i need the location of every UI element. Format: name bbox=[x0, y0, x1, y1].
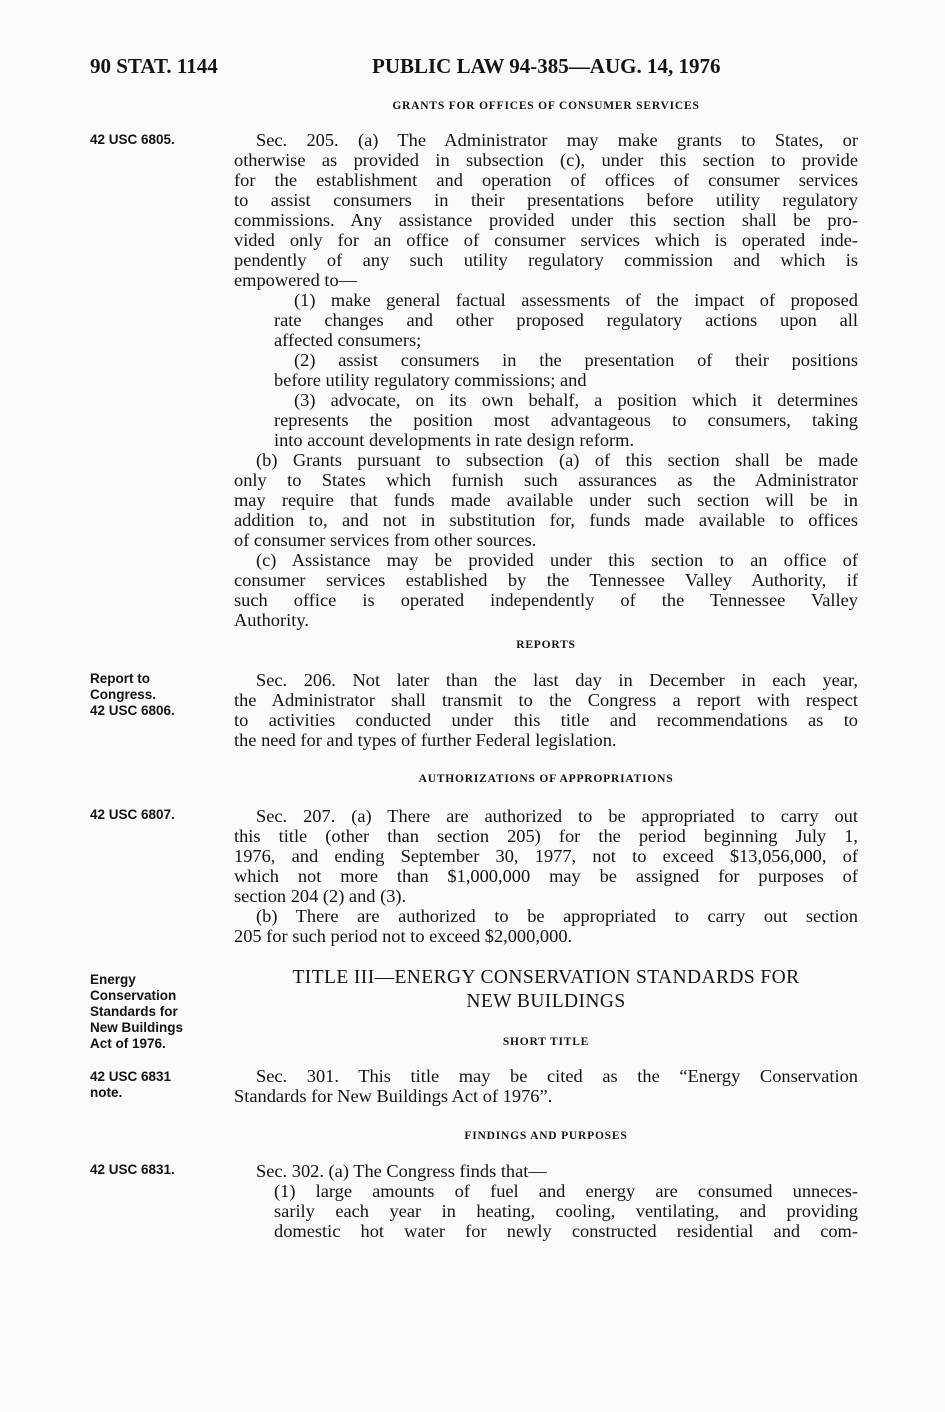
text-line: vided only for an office of consumer services which is operated inde- bbox=[234, 230, 858, 250]
text-line: Sec. 301. This title may be cited as the “Energy Conservation bbox=[256, 1066, 858, 1086]
text-line: to activities conducted under this title and recommendations as to bbox=[234, 710, 858, 730]
text-line: domestic hot water for newly constructed residential and com- bbox=[274, 1221, 858, 1241]
text-line: 205 for such period not to exceed $2,000,000. bbox=[234, 926, 573, 946]
margin-note-title-3: Energy Conservation Standards for New Buildings Act of 1976. bbox=[90, 972, 184, 1051]
section-302-text bbox=[234, 1161, 858, 1241]
statute-page-number: 90 STAT. 1144 bbox=[90, 54, 218, 78]
text-line: such office is operated independently of the Tennessee Valley bbox=[234, 590, 858, 610]
text-line: may require that funds made available under such section will be in bbox=[234, 490, 858, 510]
section-heading-302: FINDINGS AND PURPOSES bbox=[464, 1130, 628, 1142]
text-line: (3) advocate, on its own behalf, a position which it determines bbox=[294, 390, 858, 410]
text-line: the need for and types of further Federal legislation. bbox=[234, 730, 617, 750]
text-line: empowered to— bbox=[234, 270, 358, 290]
text-line: Sec. 207. (a) There are authorized to be appropriated to carry out bbox=[256, 806, 858, 826]
section-heading-206: REPORTS bbox=[516, 639, 576, 651]
text-line: sarily each year in heating, cooling, ventilating, and providing bbox=[274, 1201, 858, 1221]
text-line: Sec. 302. (a) The Congress finds that— bbox=[256, 1161, 547, 1181]
text-line: pendently of any such utility regulatory commission and which is bbox=[234, 250, 858, 270]
text-line: commissions. Any assistance provided under this section shall be pro- bbox=[234, 210, 858, 230]
text-line: section 204 (2) and (3). bbox=[234, 886, 407, 906]
text-line: Sec. 206. Not later than the last day in December in each year, bbox=[256, 670, 858, 690]
text-line: (b) There are authorized to be appropriated to carry out section bbox=[256, 906, 858, 926]
section-206-text bbox=[234, 670, 858, 750]
section-207-text bbox=[234, 806, 858, 946]
section-205-text bbox=[234, 130, 858, 630]
text-line: Standards for New Buildings Act of 1976”. bbox=[234, 1086, 553, 1106]
margin-note-301: 42 USC 6831 note. bbox=[90, 1069, 172, 1100]
section-heading-207: AUTHORIZATIONS OF APPROPRIATIONS bbox=[418, 773, 674, 785]
text-line: for the establishment and operation of offices of consumer services bbox=[234, 170, 858, 190]
margin-note-302: 42 USC 6831. bbox=[90, 1162, 175, 1177]
text-line: 1976, and ending September 30, 1977, not to exceed $13,056,000, of bbox=[234, 846, 858, 866]
text-line: (c) Assistance may be provided under this section to an office of bbox=[256, 550, 858, 570]
text-line: rate changes and other proposed regulatory actions upon all bbox=[274, 310, 858, 330]
text-line: this title (other than section 205) for the period beginning July 1, bbox=[234, 826, 858, 846]
margin-note-205: 42 USC 6805. bbox=[90, 132, 175, 147]
text-line: the Administrator shall transmit to the Congress a report with respect bbox=[234, 690, 858, 710]
margin-note-206: Report to Congress. 42 USC 6806. bbox=[90, 671, 175, 718]
text-line: consumer services established by the Tennessee Valley Authority, if bbox=[234, 570, 858, 590]
text-line: affected consumers; bbox=[274, 330, 422, 350]
margin-note-207: 42 USC 6807. bbox=[90, 807, 175, 822]
text-line: addition to, and not in substitution for, funds made available to offices bbox=[234, 510, 858, 530]
text-line: into account developments in rate design reform. bbox=[274, 430, 635, 450]
text-line: (b) Grants pursuant to subsection (a) of this section shall be made bbox=[256, 450, 858, 470]
public-law-title: PUBLIC LAW 94-385—AUG. 14, 1976 bbox=[372, 54, 721, 78]
text-line: of consumer services from other sources. bbox=[234, 530, 537, 550]
text-line: to assist consumers in their presentations before utility regulatory bbox=[234, 190, 858, 210]
section-heading-301: SHORT TITLE bbox=[502, 1036, 590, 1048]
text-line: (1) make general factual assessments of the impact of proposed bbox=[294, 290, 858, 310]
text-line: (2) assist consumers in the presentation of their positions bbox=[294, 350, 858, 370]
running-header bbox=[90, 54, 870, 84]
text-line: Authority. bbox=[234, 610, 309, 630]
text-line: which not more than $1,000,000 may be assigned for purposes of bbox=[234, 866, 858, 886]
text-line: Sec. 205. (a) The Administrator may make grants to States, or bbox=[256, 130, 858, 150]
section-301-text bbox=[234, 1066, 858, 1106]
text-line: represents the position most advantageous to consumers, taking bbox=[274, 410, 858, 430]
title-3-heading: TITLE III—ENERGY CONSERVATION STANDARDS FOR NEW BUILDINGS bbox=[292, 967, 800, 1012]
text-line: otherwise as provided in subsection (c), under this section to provide bbox=[234, 150, 858, 170]
text-line: (1) large amounts of fuel and energy are consumed unneces- bbox=[274, 1181, 858, 1201]
section-heading-205: GRANTS FOR OFFICES OF CONSUMER SERVICES bbox=[392, 100, 700, 112]
text-line: before utility regulatory commissions; and bbox=[274, 370, 587, 390]
text-line: only to States which furnish such assurances as the Administrator bbox=[234, 470, 858, 490]
